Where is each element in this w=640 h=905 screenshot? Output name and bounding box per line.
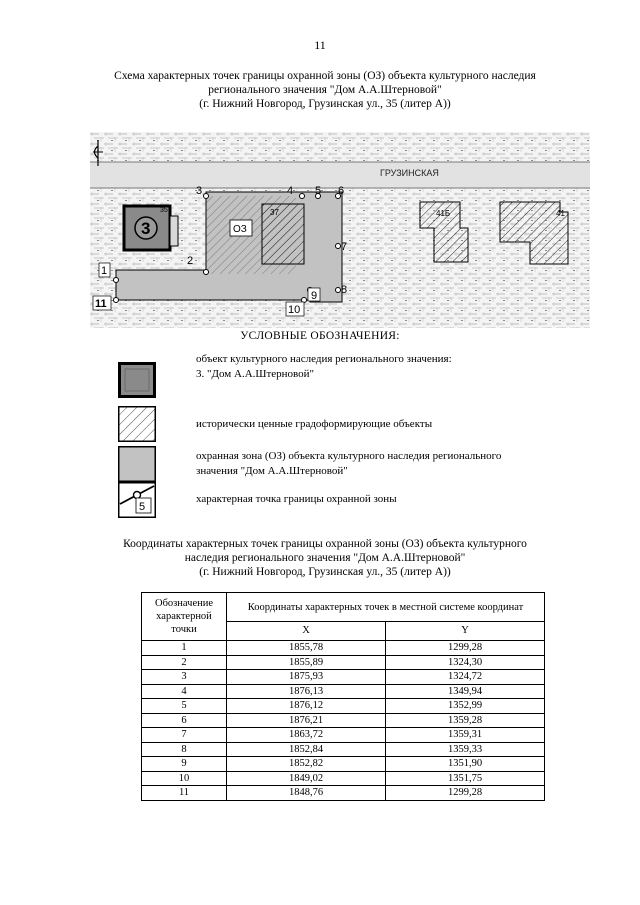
table-cell-point: 2 — [142, 655, 227, 670]
table-cell-x: 1863,72 — [227, 728, 386, 743]
boundary-point-11 — [114, 298, 119, 303]
table-cell-y: 1359,33 — [386, 742, 545, 757]
coordinates-table — [141, 592, 545, 801]
building-label-35: 35 — [160, 207, 168, 214]
table-cell-point: 10 — [142, 771, 227, 786]
table-cell-point: 3 — [142, 670, 227, 685]
legend-text — [196, 449, 598, 479]
column-header-point: Обозначение характерной точки — [142, 593, 227, 641]
coordinates-table-body — [142, 641, 545, 801]
table-cell-point: 11 — [142, 786, 227, 801]
table-cell-x: 1848,76 — [227, 786, 386, 801]
heritage-object-number: 3 — [141, 219, 151, 238]
table-cell-x: 1876,21 — [227, 713, 386, 728]
point-label-4: 4 — [287, 185, 294, 197]
point-label-5: 5 — [315, 185, 322, 197]
legend-text-line: 3. "Дом А.А.Штерновой" — [196, 368, 315, 380]
table-cell-x: 1876,13 — [227, 684, 386, 699]
column-header-x: X — [227, 622, 386, 641]
coordinates-title-line: Координаты характерных точек границы охранной зоны (ОЗ) объекта культурного — [123, 538, 527, 550]
protection-zone-swatch-icon — [118, 446, 156, 482]
point-label-9: 9 — [311, 290, 318, 302]
table-cell-y: 1299,28 — [386, 786, 545, 801]
table-cell-x: 1855,78 — [227, 641, 386, 656]
boundary-point-4 — [300, 194, 305, 199]
legend-text-line: исторически ценные градоформирующие объекты — [196, 418, 433, 430]
table-cell-y: 1351,90 — [386, 757, 545, 772]
table-cell-x: 1876,12 — [227, 699, 386, 714]
boundary-point-3 — [204, 194, 209, 199]
table-cell-point: 4 — [142, 684, 227, 699]
table-row — [142, 728, 545, 743]
table-cell-point: 8 — [142, 742, 227, 757]
point-label-7: 7 — [341, 241, 348, 253]
table-cell-point: 6 — [142, 713, 227, 728]
table-row — [142, 699, 545, 714]
legend-text-line: объект культурного наследия регионального значения: — [196, 353, 452, 365]
point-label-3: 3 — [196, 185, 203, 197]
column-header-y: Y — [386, 622, 545, 641]
point-label-2: 2 — [187, 255, 194, 267]
coordinates-title-line: наследия регионального значения "Дом А.А.Штерновой" — [184, 552, 466, 564]
legend-title: УСЛОВНЫЕ ОБОЗНАЧЕНИЯ: — [240, 330, 400, 342]
table-row — [142, 670, 545, 685]
heritage-object-swatch-icon — [118, 362, 156, 398]
table-cell-y: 1351,75 — [386, 771, 545, 786]
legend-text-line: значения "Дом А.А.Штерновой" — [196, 465, 348, 477]
table-cell-point: 9 — [142, 757, 227, 772]
table-row — [142, 713, 545, 728]
scheme-title — [80, 69, 570, 111]
table-row — [142, 655, 545, 670]
table-cell-x: 1849,02 — [227, 771, 386, 786]
historic-building-37 — [262, 204, 304, 264]
boundary-point-2 — [204, 270, 209, 275]
boundary-point-sample-label: 5 — [139, 501, 146, 513]
table-cell-y: 1324,72 — [386, 670, 545, 685]
table-cell-point: 7 — [142, 728, 227, 743]
boundary-point-8 — [336, 288, 341, 293]
table-cell-point: 1 — [142, 641, 227, 656]
oz-label: ОЗ — [233, 224, 247, 235]
table-row — [142, 771, 545, 786]
boundary-point-1 — [114, 278, 119, 283]
building-label-41: 41 — [556, 209, 565, 218]
coordinates-title-line: (г. Нижний Новгород, Грузинская ул., 35 (литер А)) — [199, 566, 451, 578]
column-header-coordinates: Координаты характерных точек в местной системе координат — [227, 593, 545, 622]
table-row — [142, 757, 545, 772]
point-label-8: 8 — [341, 284, 348, 296]
legend-text — [196, 417, 432, 432]
point-label-11: 11 — [95, 298, 107, 310]
table-row — [142, 786, 545, 801]
legend-text-line: охранная зона (ОЗ) объекта культурного наследия регионального — [196, 450, 502, 462]
scheme-title-line: регионального значения "Дом А.А.Штерновой" — [208, 84, 442, 96]
scheme-title-line: (г. Нижний Новгород, Грузинская ул., 35 (литер А)) — [199, 98, 451, 110]
table-cell-y: 1349,94 — [386, 684, 545, 699]
table-cell-point: 5 — [142, 699, 227, 714]
street-label: ГРУЗИНСКАЯ — [380, 168, 439, 178]
table-row — [142, 684, 545, 699]
table-cell-y: 1324,30 — [386, 655, 545, 670]
point-label-1: 1 — [101, 265, 108, 277]
legend-text — [196, 492, 397, 507]
site-scheme-map — [90, 132, 590, 328]
page-number: 11 — [314, 38, 326, 52]
table-cell-x: 1875,93 — [227, 670, 386, 685]
point-label-10: 10 — [288, 304, 301, 316]
table-cell-y: 1359,31 — [386, 728, 545, 743]
boundary-point-swatch-icon — [118, 482, 156, 518]
historic-objects-swatch-icon — [118, 406, 156, 442]
building-label-41b: 41Б — [436, 209, 451, 218]
legend-text-line: характерная точка границы охранной зоны — [196, 493, 397, 505]
scheme-title-line: Схема характерных точек границы охранной зоны (ОЗ) объекта культурного наследия — [114, 70, 536, 82]
table-cell-x: 1855,89 — [227, 655, 386, 670]
building-label-37: 37 — [270, 208, 279, 217]
table-cell-y: 1359,28 — [386, 713, 545, 728]
point-label-6: 6 — [338, 185, 345, 197]
table-cell-y: 1352,99 — [386, 699, 545, 714]
table-row — [142, 742, 545, 757]
table-row — [142, 641, 545, 656]
table-cell-y: 1299,28 — [386, 641, 545, 656]
table-cell-x: 1852,82 — [227, 757, 386, 772]
legend-text — [196, 352, 452, 382]
table-cell-x: 1852,84 — [227, 742, 386, 757]
coordinates-title — [60, 537, 590, 579]
boundary-point-7 — [336, 244, 341, 249]
